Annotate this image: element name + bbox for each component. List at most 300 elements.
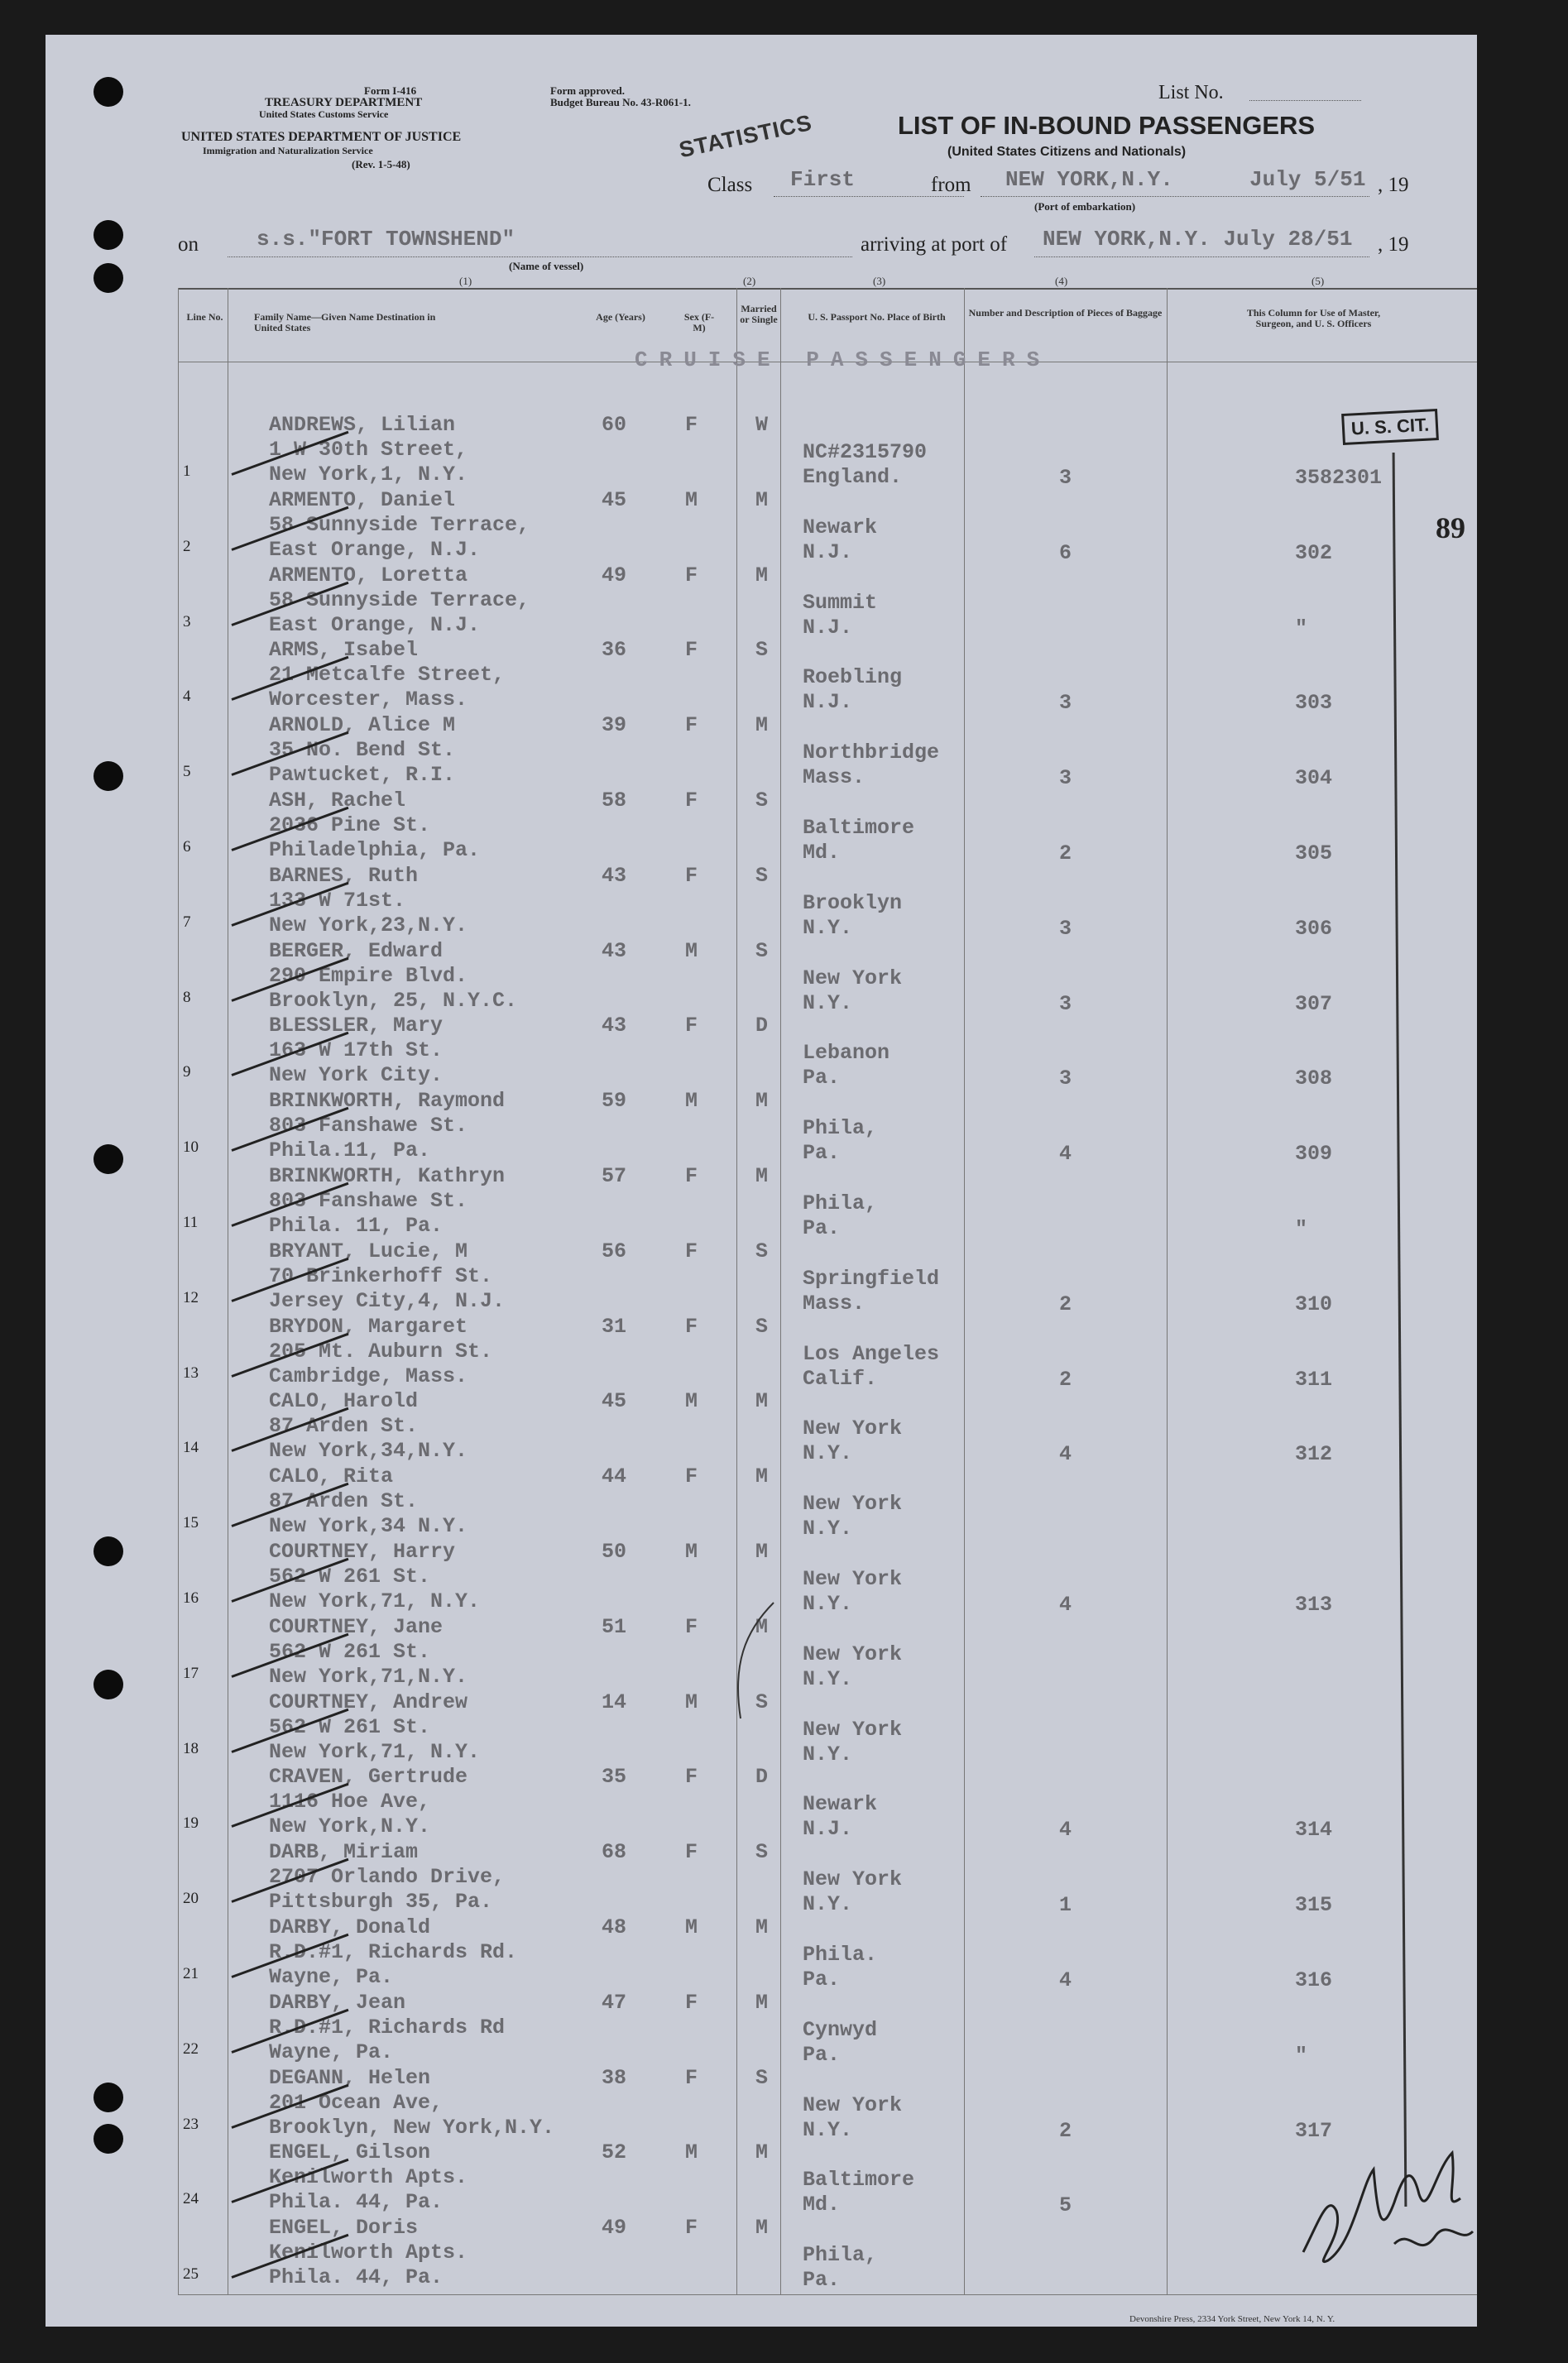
customs-service: United States Customs Service xyxy=(259,108,389,120)
passenger-address-line: Worcester, Mass. xyxy=(269,688,468,712)
baggage-count: 3 xyxy=(1059,766,1072,791)
passenger-address-line: New York,34,N.Y. xyxy=(269,1439,468,1464)
birthplace-line: Newark xyxy=(803,1792,878,1817)
form-approved: Form approved. xyxy=(550,84,626,97)
passenger-marital-status: M xyxy=(755,1990,769,2015)
passenger-age: 44 xyxy=(602,1464,627,1489)
passenger-name: DARBY, Jean xyxy=(269,1990,406,2015)
passenger-name: BRYANT, Lucie, M xyxy=(269,1239,468,1263)
passenger-name: ANDREWS, Lilian xyxy=(269,413,456,437)
passenger-address-line: Pittsburgh 35, Pa. xyxy=(269,1890,493,1915)
passenger-address-line: New York,71,N.Y. xyxy=(269,1664,468,1689)
baggage-count: 3 xyxy=(1059,466,1072,490)
passenger-marital-status: S xyxy=(755,938,769,963)
passenger-sex: F xyxy=(685,413,698,437)
passenger-age: 36 xyxy=(602,638,627,663)
passenger-sex: F xyxy=(685,1464,698,1489)
birthplace-line: NC#2315790 xyxy=(803,440,928,464)
birthplace-line: N.Y. xyxy=(803,1441,853,1466)
birthplace-line: N.J. xyxy=(803,690,853,715)
line-number: 2 xyxy=(183,537,191,555)
list-subtitle: (United States Citizens and Nationals) xyxy=(947,145,1187,159)
baggage-count: 4 xyxy=(1059,1142,1072,1167)
birthplace-line: N.J. xyxy=(803,1817,853,1842)
passenger-sex: F xyxy=(685,1014,698,1038)
passenger-name: COURTNEY, Andrew xyxy=(269,1690,468,1714)
passenger-address-line: 803 Fanshawe St. xyxy=(269,1114,468,1138)
line-number: 6 xyxy=(183,838,191,856)
table-row xyxy=(46,862,1477,941)
baggage-count: 3 xyxy=(1059,991,1072,1016)
passenger-age: 47 xyxy=(602,1990,627,2015)
passenger-name-address xyxy=(269,1915,517,1990)
passenger-name: BERGER, Edward xyxy=(269,938,444,963)
passenger-name: CRAVEN, Gertrude xyxy=(269,1765,468,1790)
passenger-address-line: Cambridge, Mass. xyxy=(269,1364,468,1388)
passenger-address-line: Phila. 44, Pa. xyxy=(269,2190,444,2215)
passenger-name-address xyxy=(269,638,505,712)
passenger-address-line: Philadelphia, Pa. xyxy=(269,838,481,862)
passenger-marital-status: M xyxy=(755,2140,769,2165)
passenger-address-line: 87 Arden St. xyxy=(269,1489,419,1514)
passenger-address-line: Jersey City,4, N.J. xyxy=(269,1288,506,1313)
table-row xyxy=(46,2139,1477,2218)
passenger-marital-status: M xyxy=(755,1614,769,1639)
passport-birthplace xyxy=(803,1567,902,1617)
baggage-count: 2 xyxy=(1059,1292,1072,1316)
passenger-marital-status: M xyxy=(755,713,769,738)
officer-number: 302 xyxy=(1295,540,1333,565)
officer-number: 307 xyxy=(1295,991,1333,1016)
birthplace-line: New York xyxy=(803,1492,903,1517)
passport-birthplace xyxy=(803,440,927,490)
birthplace-line: Phila. xyxy=(803,1943,878,1967)
passenger-name: ARMENTO, Loretta xyxy=(269,563,468,587)
punch-hole xyxy=(94,220,123,250)
passenger-address-line: 2036 Pine St. xyxy=(269,813,431,837)
birthplace-line: Cynwyd xyxy=(803,2017,878,2042)
passenger-age: 59 xyxy=(602,1089,627,1114)
passenger-address-line: 21 Metcalfe Street, xyxy=(269,663,506,688)
officer-number: 306 xyxy=(1295,916,1333,941)
statistics-stamp: STATISTICS xyxy=(677,110,815,163)
birthplace-line: Md. xyxy=(803,2193,841,2217)
column-number-4: (4) xyxy=(1055,275,1068,287)
class-value: First xyxy=(790,167,856,192)
passport-birthplace xyxy=(803,891,902,941)
birthplace-line: Roebling xyxy=(803,665,903,690)
passenger-address-line: 803 Fanshawe St. xyxy=(269,1189,468,1213)
passenger-name-address xyxy=(269,1239,505,1314)
passenger-age: 38 xyxy=(602,2065,627,2090)
officer-number: 316 xyxy=(1295,1968,1333,1992)
birthplace-line: N.Y. xyxy=(803,1666,853,1691)
line-number: 19 xyxy=(183,1814,199,1833)
birthplace-line: N.Y. xyxy=(803,2117,853,2142)
passenger-address-line: 562 W 261 St. xyxy=(269,1639,431,1664)
passenger-address-line: Brooklyn, 25, N.Y.C. xyxy=(269,988,518,1013)
passenger-name: ENGEL, Gilson xyxy=(269,2140,431,2165)
passport-birthplace xyxy=(803,1416,902,1466)
passenger-name-address xyxy=(269,939,517,1014)
form-number: Form I-416 xyxy=(364,84,417,97)
list-title: LIST OF IN-BOUND PASSENGERS xyxy=(898,111,1316,140)
passport-birthplace xyxy=(803,591,877,640)
birthplace-line: Phila, xyxy=(803,2243,878,2268)
manifest-page xyxy=(46,35,1477,2327)
line-number: 4 xyxy=(183,688,191,706)
table-row xyxy=(46,712,1477,791)
birthplace-line: Mass. xyxy=(803,765,866,790)
class-label: Class xyxy=(707,174,753,196)
passenger-marital-status: M xyxy=(755,2216,769,2241)
passenger-age: 14 xyxy=(602,1690,627,1714)
punch-hole xyxy=(94,1144,123,1174)
passenger-name-address xyxy=(269,1991,505,2065)
passenger-marital-status: S xyxy=(755,638,769,663)
passenger-marital-status: M xyxy=(755,1164,769,1188)
passenger-sex: F xyxy=(685,788,698,812)
passenger-marital-status: S xyxy=(755,2065,769,2090)
on-label: on xyxy=(178,233,199,256)
line-number: 17 xyxy=(183,1664,199,1682)
from-port: NEW YORK,N.Y. xyxy=(1005,167,1173,192)
birthplace-line: New York xyxy=(803,2092,903,2117)
birthplace-line: New York xyxy=(803,1717,903,1742)
table-row xyxy=(46,1838,1477,1918)
vessel-caption: (Name of vessel) xyxy=(509,260,584,272)
vessel-name: s.s."FORT TOWNSHEND" xyxy=(257,227,515,252)
passport-birthplace xyxy=(803,1642,902,1692)
passenger-address-line: Brooklyn, New York,N.Y. xyxy=(269,2115,555,2140)
passenger-address-line: 133 W 71st. xyxy=(269,888,406,913)
birthplace-line: Springfield xyxy=(803,1266,940,1291)
table-row xyxy=(46,1012,1477,1091)
passenger-name-address xyxy=(269,1164,505,1239)
header-passport: U. S. Passport No. Place of Birth xyxy=(808,311,946,323)
punch-hole xyxy=(94,263,123,293)
passenger-age: 60 xyxy=(602,413,627,437)
passport-birthplace xyxy=(803,1943,877,1992)
passenger-sex: M xyxy=(685,938,698,963)
from-label: from xyxy=(931,174,971,196)
passenger-address-line: New York,71, N.Y. xyxy=(269,1739,481,1764)
officer-number: 314 xyxy=(1295,1818,1333,1843)
passenger-address-line: New York City. xyxy=(269,1063,444,1088)
line-number: 8 xyxy=(183,988,191,1006)
table-row xyxy=(46,1313,1477,1392)
passenger-address-line: East Orange, N.J. xyxy=(269,612,481,637)
passport-birthplace xyxy=(803,1492,902,1541)
passenger-sex: M xyxy=(685,1540,698,1564)
passenger-marital-status: S xyxy=(755,1840,769,1865)
passenger-name-address xyxy=(269,563,530,638)
passenger-address-line: R.D.#1, Richards Rd xyxy=(269,2015,506,2039)
passenger-marital-status: S xyxy=(755,1239,769,1263)
passenger-marital-status: W xyxy=(755,413,769,437)
passenger-sex: F xyxy=(685,1990,698,2015)
passenger-age: 56 xyxy=(602,1239,627,1263)
passenger-name: CALO, Harold xyxy=(269,1389,419,1414)
table-row xyxy=(46,636,1477,716)
baggage-count: 3 xyxy=(1059,916,1072,941)
header-age: Age (Years) xyxy=(596,311,645,323)
passenger-sex: F xyxy=(685,563,698,587)
passenger-address-line: 205 Mt. Auburn St. xyxy=(269,1339,493,1364)
punch-hole xyxy=(94,77,123,107)
passenger-address-line: Phila. 44, Pa. xyxy=(269,2265,444,2290)
passenger-address-line: 58 Sunnyside Terrace, xyxy=(269,587,530,612)
birthplace-line: N.Y. xyxy=(803,990,853,1015)
printer-imprint: Devonshire Press, 2334 York Street, New York 14, N. Y. xyxy=(1129,2314,1335,2324)
passenger-address-line: 1116 Hoe Ave, xyxy=(269,1790,431,1814)
passport-birthplace xyxy=(803,741,939,790)
header-baggage: Number and Description of Pieces of Baggage xyxy=(968,307,1163,319)
passenger-age: 50 xyxy=(602,1540,627,1564)
birthplace-line: Pa. xyxy=(803,2042,841,2067)
passenger-name: ARNOLD, Alice M xyxy=(269,713,456,738)
passenger-address-line: New York,23,N.Y. xyxy=(269,913,468,937)
punch-hole xyxy=(94,1670,123,1699)
birthplace-line: Mass. xyxy=(803,1291,866,1316)
passport-birthplace xyxy=(803,966,902,1016)
passenger-address-line: 35 No. Bend St. xyxy=(269,738,456,763)
passenger-address-line: 562 W 261 St. xyxy=(269,1565,431,1589)
passenger-address-line: New York,N.Y. xyxy=(269,1814,431,1839)
baggage-count: 2 xyxy=(1059,841,1072,865)
birthplace-line: New York xyxy=(803,1416,903,1441)
arriving-port: NEW YORK,N.Y. July 28/51 xyxy=(1043,227,1353,252)
passenger-sex: F xyxy=(685,1314,698,1339)
baggage-count: 1 xyxy=(1059,1893,1072,1918)
passenger-address-line: 201 Ocean Ave, xyxy=(269,2090,444,2115)
passenger-address-line: Wayne, Pa. xyxy=(269,1965,394,1989)
birthplace-line: N.Y. xyxy=(803,1592,853,1616)
birthplace-line: New York xyxy=(803,966,903,990)
passenger-address-line: 70 Brinkerhoff St. xyxy=(269,1263,493,1288)
line-number: 9 xyxy=(183,1063,191,1081)
birthplace-line: Lebanon xyxy=(803,1041,890,1066)
line-number: 7 xyxy=(183,913,191,931)
table-row xyxy=(46,2214,1477,2293)
table-row xyxy=(46,1162,1477,1241)
passport-birthplace xyxy=(803,1116,877,1166)
passenger-sex: M xyxy=(685,2140,698,2165)
passenger-sex: F xyxy=(685,1765,698,1790)
line-number: 5 xyxy=(183,763,191,781)
line-number: 16 xyxy=(183,1589,199,1607)
line-number: 22 xyxy=(183,2039,199,2058)
line-number: 10 xyxy=(183,1138,199,1157)
table-row xyxy=(46,1763,1477,1843)
passenger-name: CALO, Rita xyxy=(269,1464,394,1489)
birthplace-line: Calif. xyxy=(803,1366,878,1391)
passport-birthplace xyxy=(803,1718,902,1767)
from-date: July 5/51 xyxy=(1249,167,1366,192)
punch-hole xyxy=(94,2124,123,2154)
passport-birthplace xyxy=(803,1267,939,1316)
line-number: 18 xyxy=(183,1739,199,1757)
officer-number: 317 xyxy=(1295,2118,1333,2143)
passenger-name: BRINKWORTH, Kathryn xyxy=(269,1164,506,1188)
budget-bureau: Budget Bureau No. 43-R061-1. xyxy=(550,96,691,108)
line-number: 23 xyxy=(183,2115,199,2133)
line-number: 20 xyxy=(183,1890,199,1908)
passenger-age: 49 xyxy=(602,563,627,587)
passenger-address-line: 562 W 261 St. xyxy=(269,1714,431,1739)
table-row xyxy=(46,411,1477,490)
baggage-count: 6 xyxy=(1059,540,1072,565)
baggage-count: 4 xyxy=(1059,1818,1072,1843)
table-row xyxy=(46,1914,1477,1992)
passenger-marital-status: M xyxy=(755,1389,769,1414)
punch-hole xyxy=(94,761,123,791)
passenger-age: 57 xyxy=(602,1164,627,1188)
passenger-address-line: 290 Empire Blvd. xyxy=(269,963,468,988)
passenger-name: ASH, Rachel xyxy=(269,788,406,812)
table-row xyxy=(46,1087,1477,1167)
birthplace-line: Los Angeles xyxy=(803,1341,940,1366)
passenger-name: BARNES, Ruth xyxy=(269,863,419,888)
officer-number: 315 xyxy=(1295,1893,1333,1918)
birthplace-line: New York xyxy=(803,1567,903,1591)
passenger-name: BLESSLER, Mary xyxy=(269,1014,444,1038)
list-no-label: List No. xyxy=(1158,82,1224,103)
passenger-name: COURTNEY, Jane xyxy=(269,1614,444,1639)
passenger-name: ARMENTO, Daniel xyxy=(269,487,456,512)
birthplace-line: Pa. xyxy=(803,1141,841,1166)
table-row xyxy=(46,562,1477,640)
officer-number: 311 xyxy=(1295,1367,1333,1392)
birthplace-line: Baltimore xyxy=(803,2168,915,2193)
passport-birthplace xyxy=(803,2168,914,2217)
passenger-address-line: New York,71, N.Y. xyxy=(269,1589,481,1613)
passenger-address-line: 87 Arden St. xyxy=(269,1414,419,1439)
officer-number: 310 xyxy=(1295,1292,1333,1316)
punch-hole xyxy=(94,2083,123,2112)
officer-number: " xyxy=(1295,2043,1308,2068)
officer-number: 308 xyxy=(1295,1066,1333,1091)
birthplace-line: Phila, xyxy=(803,1116,878,1141)
passenger-name-address xyxy=(269,1840,505,1915)
officer-signature xyxy=(1295,2120,1477,2277)
passenger-address-line: East Orange, N.J. xyxy=(269,537,481,562)
passenger-address-line: 58 Sunnyside Terrace, xyxy=(269,512,530,537)
passenger-sex: M xyxy=(685,1089,698,1114)
passenger-marital-status: S xyxy=(755,788,769,812)
year-suffix-1: , 19 xyxy=(1378,174,1409,196)
line-number: 24 xyxy=(183,2190,199,2208)
passenger-address-line: Phila.11, Pa. xyxy=(269,1138,431,1163)
officer-number: 3582301 xyxy=(1295,466,1383,490)
passenger-address-line: 2707 Orlando Drive, xyxy=(269,1865,506,1890)
passport-birthplace xyxy=(803,2093,902,2143)
passport-birthplace xyxy=(803,816,914,865)
officer-number: 305 xyxy=(1295,841,1333,865)
line-number: 13 xyxy=(183,1364,199,1382)
passport-birthplace xyxy=(803,1867,902,1917)
passport-birthplace xyxy=(803,665,902,715)
passenger-name: COURTNEY, Harry xyxy=(269,1540,456,1564)
birthplace-line: N.Y. xyxy=(803,1517,853,1541)
passport-birthplace xyxy=(803,1041,889,1090)
birthplace-line: Baltimore xyxy=(803,816,915,840)
passenger-name: BRINKWORTH, Raymond xyxy=(269,1089,506,1114)
officer-number: 313 xyxy=(1295,1593,1333,1617)
passenger-name: ARMS, Isabel xyxy=(269,638,419,663)
line-number: 14 xyxy=(183,1439,199,1457)
passenger-sex: F xyxy=(685,1840,698,1865)
passenger-age: 43 xyxy=(602,938,627,963)
birthplace-line: Md. xyxy=(803,841,841,865)
passenger-age: 58 xyxy=(602,788,627,812)
baggage-count: 2 xyxy=(1059,2118,1072,2143)
birthplace-line: Pa. xyxy=(803,1066,841,1090)
header-line-no: Line No. xyxy=(186,311,223,323)
birthplace-line: England. xyxy=(803,465,903,489)
passenger-sex: F xyxy=(685,638,698,663)
passenger-marital-status: M xyxy=(755,1464,769,1489)
passenger-name: ENGEL, Doris xyxy=(269,2216,419,2241)
passenger-marital-status: M xyxy=(755,1915,769,1939)
passenger-marital-status: D xyxy=(755,1765,769,1790)
passport-birthplace xyxy=(803,1792,877,1842)
passenger-age: 35 xyxy=(602,1765,627,1790)
birthplace-line: Pa. xyxy=(803,2268,841,2293)
header-name: Family Name—Given Name Destination in United States xyxy=(254,311,436,333)
birthplace-line: Newark xyxy=(803,515,878,539)
passenger-sex: F xyxy=(685,1239,698,1263)
treasury-department: TREASURY DEPARTMENT xyxy=(265,96,423,109)
column-number-5: (5) xyxy=(1311,275,1325,287)
passenger-marital-status: S xyxy=(755,1690,769,1714)
header-officers: This Column for Use of Master, Surgeon, and U. S. Officers xyxy=(1246,307,1381,329)
passenger-age: 45 xyxy=(602,1389,627,1414)
passenger-address-line: New York,34 N.Y. xyxy=(269,1514,468,1539)
birthplace-line: N.Y. xyxy=(803,1742,853,1766)
passenger-address-line: Wayne, Pa. xyxy=(269,2039,394,2064)
passenger-address-line: Phila. 11, Pa. xyxy=(269,1214,444,1238)
passenger-name: DARB, Miriam xyxy=(269,1840,419,1865)
passenger-age: 51 xyxy=(602,1614,627,1639)
ins-service: Immigration and Naturalization Service xyxy=(203,145,373,156)
passenger-name: DEGANN, Helen xyxy=(269,2065,431,2090)
line-number: 12 xyxy=(183,1288,199,1306)
birthplace-line: Phila, xyxy=(803,1191,878,1215)
birthplace-line: N.J. xyxy=(803,615,853,640)
birthplace-line: N.J. xyxy=(803,539,853,564)
passenger-name-address xyxy=(269,2066,554,2140)
column-number-3: (3) xyxy=(873,275,886,287)
officer-number: 304 xyxy=(1295,766,1333,791)
passenger-marital-status: M xyxy=(755,563,769,587)
port-embarkation-caption: (Port of embarkation) xyxy=(1034,200,1136,213)
officer-number: 312 xyxy=(1295,1442,1333,1467)
line-number: 15 xyxy=(183,1514,199,1532)
passport-birthplace xyxy=(803,2018,877,2068)
birthplace-line: Brooklyn xyxy=(803,890,903,915)
passenger-age: 45 xyxy=(602,487,627,512)
passenger-age: 52 xyxy=(602,2140,627,2165)
table-row xyxy=(46,486,1477,565)
birthplace-line: Summit xyxy=(803,590,878,615)
line-number: 3 xyxy=(183,612,191,630)
passenger-sex: F xyxy=(685,713,698,738)
margin-number: 89 xyxy=(1436,511,1465,544)
baggage-count: 3 xyxy=(1059,691,1072,716)
baggage-count: 2 xyxy=(1059,1367,1072,1392)
table-top-rule xyxy=(178,288,1477,290)
